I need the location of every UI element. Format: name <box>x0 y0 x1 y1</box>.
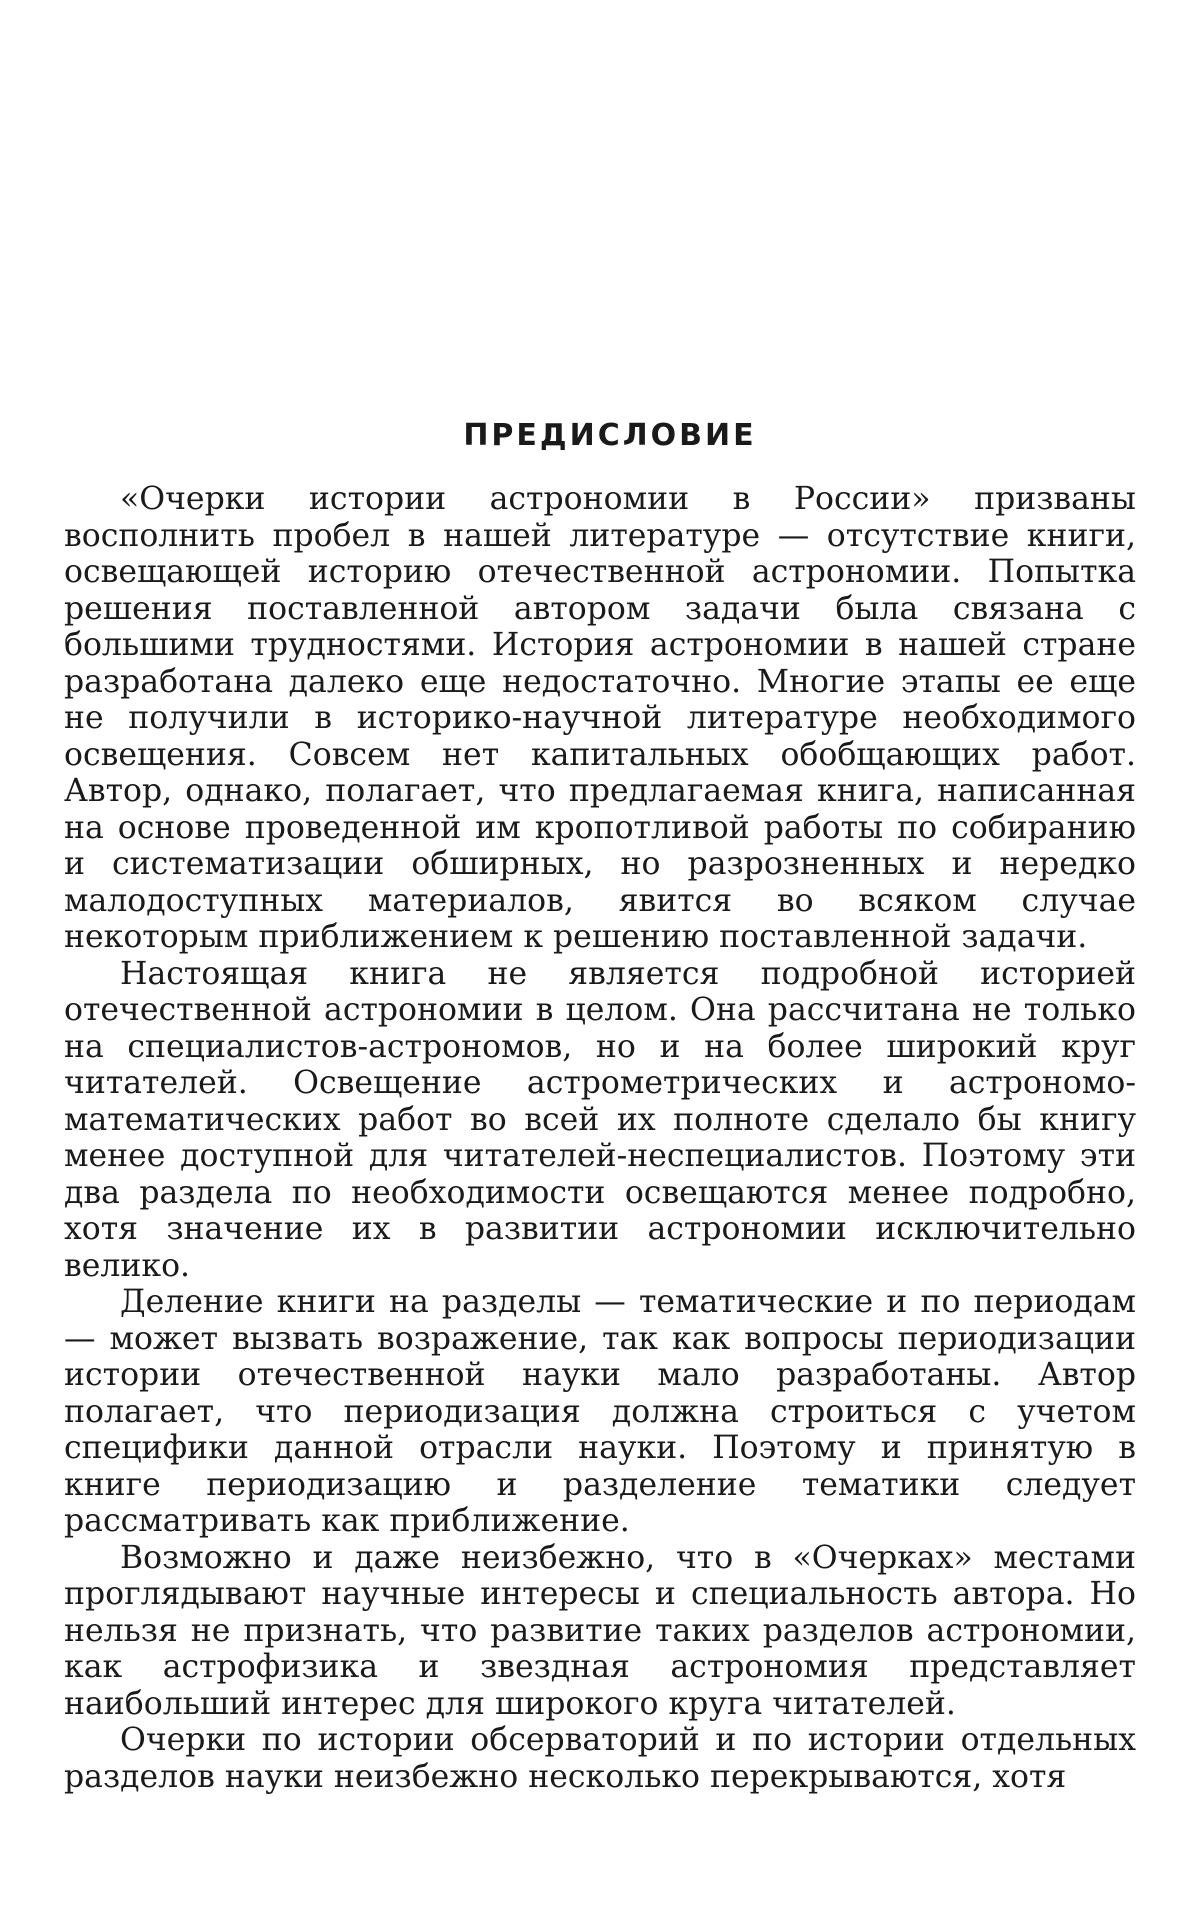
paragraph-4: Возможно и даже неизбежно, что в «Очерках» местами проглядывают научные интересы и специальность автора. Но нельзя не признать, что развитие таких разделов астрономии, как астрофизика и звездная астрономия представляет наибольший интерес для широкого круга читателей. <box>64 1539 1136 1722</box>
page <box>64 418 1136 1795</box>
paragraph-5: Очерки по истории обсерваторий и по истории отдельных разделов науки неизбежно несколько перекрываются, хотя <box>64 1722 1136 1795</box>
paragraph-3: Деление книги на разделы — тематические и по периодам — может вызвать возражение, так как вопросы периодизации истории отечественной науки мало разработаны. Автор полагает, что периодизация должна строиться с учетом специфики данной отрасли науки. Поэтому и принятую в книге периодизацию и разделение тематики следует рассматривать как приближение. <box>64 1284 1136 1539</box>
paragraph-2: Настоящая книга не является подробной историей отечественной астрономии в целом. Она рассчитана не только на специалистов-астрономов, но и на более широкий круг читателей. Освещение астрометрических и астрономо-математических работ во всей их полноте сделало бы книгу менее доступной для читателей-неспециалистов. Поэтому эти два раздела по необходимости освещаются менее подробно, хотя значение их в развитии астрономии исключительно велико. <box>64 955 1136 1284</box>
paragraph-1: «Очерки истории астрономии в России» призваны восполнить пробел в нашей литературе — отсутствие книги, освещающей историю отечественной астрономии. Попытка решения поставленной автором задачи была связана с большими трудностями. История астрономии в нашей стране разработана далеко еще недостаточно. Многие этапы ее еще не получили в историко-научной литературе необходимого освещения. Совсем нет капитальных обобщающих работ. Автор, однако, полагает, что предлагаемая книга, написанная на основе проведенной им кропотливой работы по собиранию и систематизации обширных, но разрозненных и нередко малодоступных материалов, явится во всяком случае некоторым приближением к решению поставленной задачи. <box>64 481 1136 955</box>
page-title: ПРЕДИСЛОВИЕ <box>463 418 757 453</box>
